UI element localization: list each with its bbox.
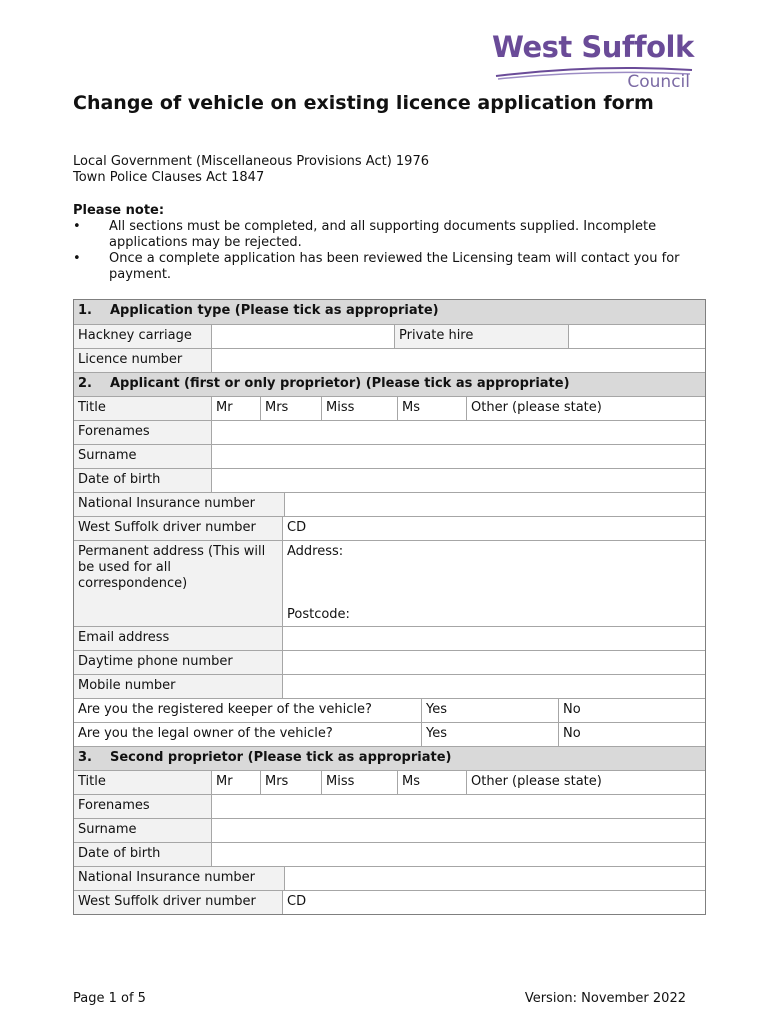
title-option-miss[interactable]: Miss — [321, 771, 397, 794]
title-label: Title — [74, 771, 211, 794]
date-of-birth-field[interactable] — [211, 469, 705, 492]
postcode-prompt: Postcode: — [287, 607, 350, 622]
registered-keeper-yes[interactable]: Yes — [421, 699, 558, 722]
ni-number-label: National Insurance number — [74, 867, 284, 890]
section-2-title: 2. Applicant (first or only proprietor) (Please tick as appropriate) — [74, 373, 705, 396]
second-driver-number-row — [74, 890, 705, 914]
application-type-row — [74, 324, 705, 348]
section-1-title: 1. Application type (Please tick as appropriate) — [74, 300, 705, 324]
second-ni-number-row — [74, 866, 705, 890]
mobile-row — [74, 674, 705, 698]
section-2-header — [74, 372, 705, 396]
daytime-phone-field[interactable] — [282, 651, 705, 674]
note-bullet: • Once a complete application has been reviewed the Licensing team will contact you for payment. — [73, 251, 693, 283]
surname-field[interactable] — [211, 819, 705, 842]
registered-keeper-question: Are you the registered keeper of the vehicle? — [78, 702, 372, 717]
title-option-ms[interactable]: Ms — [397, 771, 466, 794]
please-note — [73, 203, 693, 283]
hackney-carriage-label: Hackney carriage — [74, 325, 211, 348]
title-option-other[interactable]: Other (please state) — [466, 771, 705, 794]
section-3-title: 3. Second proprietor (Please tick as appropriate) — [74, 747, 705, 770]
note-heading: Please note: — [73, 203, 165, 218]
title-option-mrs[interactable]: Mrs — [260, 771, 321, 794]
legal-owner-question: Are you the legal owner of the vehicle? — [78, 726, 333, 741]
acts-list — [73, 154, 429, 186]
legal-owner-row — [74, 722, 705, 746]
address-field[interactable] — [282, 541, 705, 626]
forenames-label: Forenames — [74, 421, 211, 444]
email-label: Email address — [74, 627, 282, 650]
permanent-address-label: Permanent address (This will be used for all correspondence) — [74, 541, 282, 626]
hackney-carriage-checkbox[interactable] — [211, 325, 394, 348]
surname-label: Surname — [74, 819, 211, 842]
address-prompt: Address: — [287, 544, 344, 559]
title-option-miss[interactable]: Miss — [321, 397, 397, 420]
registered-keeper-no[interactable]: No — [558, 699, 705, 722]
driver-number-field[interactable]: CD — [282, 891, 705, 914]
mobile-field[interactable] — [282, 675, 705, 698]
note-bullets — [73, 219, 693, 283]
driver-number-label: West Suffolk driver number — [74, 891, 282, 914]
permanent-address-row — [74, 540, 705, 626]
second-proprietor-title-row — [74, 770, 705, 794]
mobile-label: Mobile number — [74, 675, 282, 698]
daytime-phone-row — [74, 650, 705, 674]
surname-label: Surname — [74, 445, 211, 468]
licence-number-field[interactable] — [211, 349, 705, 372]
page-title: Change of vehicle on existing licence application form — [73, 92, 654, 114]
west-suffolk-council-logo — [492, 30, 702, 92]
note-bullet: • All sections must be completed, and all supporting documents supplied. Incomplete applications may be rejected. — [73, 219, 693, 251]
driver-number-row — [74, 516, 705, 540]
date-of-birth-label: Date of birth — [74, 843, 211, 866]
private-hire-label: Private hire — [394, 325, 568, 348]
date-of-birth-label: Date of birth — [74, 469, 211, 492]
title-option-mr[interactable]: Mr — [211, 771, 260, 794]
date-of-birth-row — [74, 468, 705, 492]
email-field[interactable] — [282, 627, 705, 650]
private-hire-checkbox[interactable] — [568, 325, 705, 348]
licence-number-label: Licence number — [74, 349, 211, 372]
forenames-row — [74, 420, 705, 444]
section-3-header — [74, 746, 705, 770]
logo-subtext: Council — [627, 72, 690, 92]
forenames-field[interactable] — [211, 421, 705, 444]
section-1-header — [74, 300, 705, 324]
registered-keeper-row — [74, 698, 705, 722]
forenames-field[interactable] — [211, 795, 705, 818]
applicant-title-row — [74, 396, 705, 420]
email-row — [74, 626, 705, 650]
daytime-phone-label: Daytime phone number — [74, 651, 282, 674]
driver-number-field[interactable]: CD — [282, 517, 705, 540]
surname-row — [74, 444, 705, 468]
second-surname-row — [74, 818, 705, 842]
forenames-label: Forenames — [74, 795, 211, 818]
title-option-other[interactable]: Other (please state) — [466, 397, 705, 420]
title-label: Title — [74, 397, 211, 420]
page-number: Page 1 of 5 — [73, 991, 146, 1006]
licence-number-row — [74, 348, 705, 372]
title-option-mr[interactable]: Mr — [211, 397, 260, 420]
logo-text: West Suffolk — [492, 30, 694, 64]
legal-owner-yes[interactable]: Yes — [421, 723, 558, 746]
act-2: Town Police Clauses Act 1847 — [73, 170, 265, 185]
legal-owner-no[interactable]: No — [558, 723, 705, 746]
surname-field[interactable] — [211, 445, 705, 468]
second-forenames-row — [74, 794, 705, 818]
second-date-of-birth-row — [74, 842, 705, 866]
title-option-mrs[interactable]: Mrs — [260, 397, 321, 420]
ni-number-field[interactable] — [284, 493, 705, 516]
title-option-ms[interactable]: Ms — [397, 397, 466, 420]
ni-number-row — [74, 492, 705, 516]
ni-number-field[interactable] — [284, 867, 705, 890]
date-of-birth-field[interactable] — [211, 843, 705, 866]
ni-number-label: National Insurance number — [74, 493, 284, 516]
driver-number-label: West Suffolk driver number — [74, 517, 282, 540]
application-form-table — [73, 299, 706, 915]
act-1: Local Government (Miscellaneous Provisions Act) 1976 — [73, 154, 429, 169]
version-label: Version: November 2022 — [524, 991, 686, 1006]
